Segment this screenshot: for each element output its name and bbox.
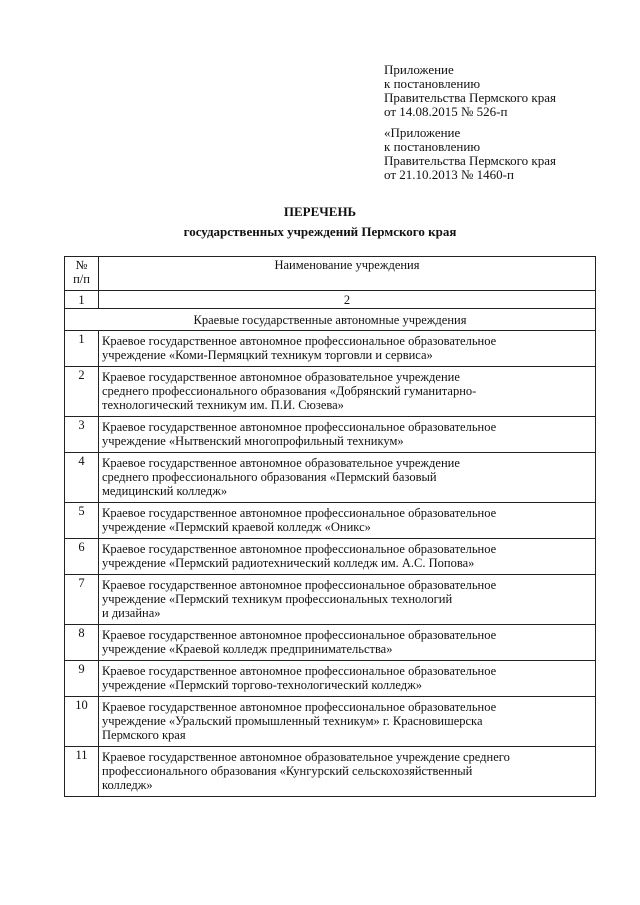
institution-name bbox=[99, 575, 596, 625]
section-heading: Краевые государственные автономные учреждения bbox=[65, 309, 596, 331]
appendix-line: Правительства Пермского края bbox=[384, 90, 556, 105]
table-header-row bbox=[65, 257, 596, 291]
institution-name-line: Краевое государственное автономное профессиональное образовательное bbox=[102, 334, 497, 348]
column-index-row bbox=[65, 291, 596, 309]
appendix-line: Правительства Пермского края bbox=[384, 153, 556, 168]
table-row bbox=[65, 697, 596, 747]
institution-name-line: Краевое государственное автономное профессиональное образовательное bbox=[102, 578, 497, 592]
institution-name-line: Краевое государственное автономное образовательное учреждение bbox=[102, 456, 460, 470]
row-number: 5 bbox=[65, 503, 99, 539]
institution-name-line: учреждение «Пермский краевой колледж «Оникс» bbox=[102, 520, 371, 534]
appendix-note-original bbox=[384, 126, 624, 182]
row-number: 6 bbox=[65, 539, 99, 575]
institution-name-line: и дизайна» bbox=[102, 606, 161, 620]
row-number: 1 bbox=[65, 331, 99, 367]
table-row bbox=[65, 367, 596, 417]
table-row bbox=[65, 575, 596, 625]
header-number-line2: п/п bbox=[73, 272, 90, 286]
column-index-2: 2 bbox=[99, 291, 596, 309]
column-index-1: 1 bbox=[65, 291, 99, 309]
row-number: 11 bbox=[65, 747, 99, 797]
institution-name-line: колледж» bbox=[102, 778, 153, 792]
institution-name bbox=[99, 539, 596, 575]
section-row bbox=[65, 309, 596, 331]
institution-name bbox=[99, 661, 596, 697]
institution-name-line: учреждение «Краевой колледж предпринимательства» bbox=[102, 642, 393, 656]
appendix-line: к постановлению bbox=[384, 139, 481, 154]
appendix-line: к постановлению bbox=[384, 76, 481, 91]
institution-name-line: среднего профессионального образования «Пермский базовый bbox=[102, 470, 437, 484]
document-subtitle: государственных учреждений Пермского края bbox=[183, 224, 457, 239]
institution-name-line: Краевое государственное автономное профессиональное образовательное bbox=[102, 506, 497, 520]
header-name: Наименование учреждения bbox=[99, 257, 596, 291]
institution-name-line: медицинский колледж» bbox=[102, 484, 228, 498]
institution-name-line: среднего профессионального образования «Добрянский гуманитарно- bbox=[102, 384, 477, 398]
row-number: 3 bbox=[65, 417, 99, 453]
row-number: 2 bbox=[65, 367, 99, 417]
row-number: 8 bbox=[65, 625, 99, 661]
institution-name bbox=[99, 453, 596, 503]
institution-name bbox=[99, 417, 596, 453]
institution-name bbox=[99, 625, 596, 661]
header-number bbox=[65, 257, 99, 291]
institution-name-line: Краевое государственное автономное профессиональное образовательное bbox=[102, 420, 497, 434]
institution-name bbox=[99, 367, 596, 417]
institution-name-line: Краевое государственное автономное профессиональное образовательное bbox=[102, 542, 497, 556]
document-title: ПЕРЕЧЕНЬ bbox=[283, 204, 357, 219]
header-number-line1: № bbox=[75, 258, 88, 272]
table-row bbox=[65, 539, 596, 575]
institution-name bbox=[99, 747, 596, 797]
institution-name-line: Краевое государственное автономное профессиональное образовательное bbox=[102, 700, 497, 714]
institution-name-line: учреждение «Нытвенский многопрофильный техникум» bbox=[102, 434, 404, 448]
institution-name-line: учреждение «Пермский торгово-технологический колледж» bbox=[102, 678, 423, 692]
row-number: 10 bbox=[65, 697, 99, 747]
table-row bbox=[65, 417, 596, 453]
institution-name-line: Пермского края bbox=[102, 728, 186, 742]
institution-name-line: учреждение «Пермский радиотехнический колледж им. А.С. Попова» bbox=[102, 556, 475, 570]
institution-name-line: учреждение «Пермский техникум профессиональных технологий bbox=[102, 592, 453, 606]
row-number: 4 bbox=[65, 453, 99, 503]
institution-name-line: Краевое государственное автономное образовательное учреждение bbox=[102, 370, 460, 384]
appendix-note-current bbox=[384, 63, 624, 119]
table-row bbox=[65, 661, 596, 697]
table-row bbox=[65, 453, 596, 503]
institution-name-line: Краевое государственное автономное профессиональное образовательное bbox=[102, 628, 497, 642]
institution-name-line: Краевое государственное автономное профессиональное образовательное bbox=[102, 664, 497, 678]
table-row bbox=[65, 747, 596, 797]
row-number: 9 bbox=[65, 661, 99, 697]
appendix-line: от 14.08.2015 № 526-п bbox=[384, 104, 508, 119]
institution-name-line: Краевое государственное автономное образовательное учреждение среднего bbox=[102, 750, 510, 764]
institution-name bbox=[99, 697, 596, 747]
institutions-table bbox=[64, 256, 596, 797]
institution-name bbox=[99, 503, 596, 539]
institution-name-line: профессионального образования «Кунгурский сельскохозяйственный bbox=[102, 764, 473, 778]
appendix-line: «Приложение bbox=[384, 125, 461, 140]
table-row bbox=[65, 503, 596, 539]
appendix-line: Приложение bbox=[384, 62, 454, 77]
table-row bbox=[65, 331, 596, 367]
table-row bbox=[65, 625, 596, 661]
institution-name-line: технологический техникум им. П.И. Сюзева» bbox=[102, 398, 344, 412]
institution-name-line: учреждение «Коми-Пермяцкий техникум торговли и сервиса» bbox=[102, 348, 433, 362]
institution-name bbox=[99, 331, 596, 367]
appendix-line: от 21.10.2013 № 1460-п bbox=[384, 167, 514, 182]
institution-name-line: учреждение «Уральский промышленный техникум» г. Красновишерска bbox=[102, 714, 483, 728]
row-number: 7 bbox=[65, 575, 99, 625]
